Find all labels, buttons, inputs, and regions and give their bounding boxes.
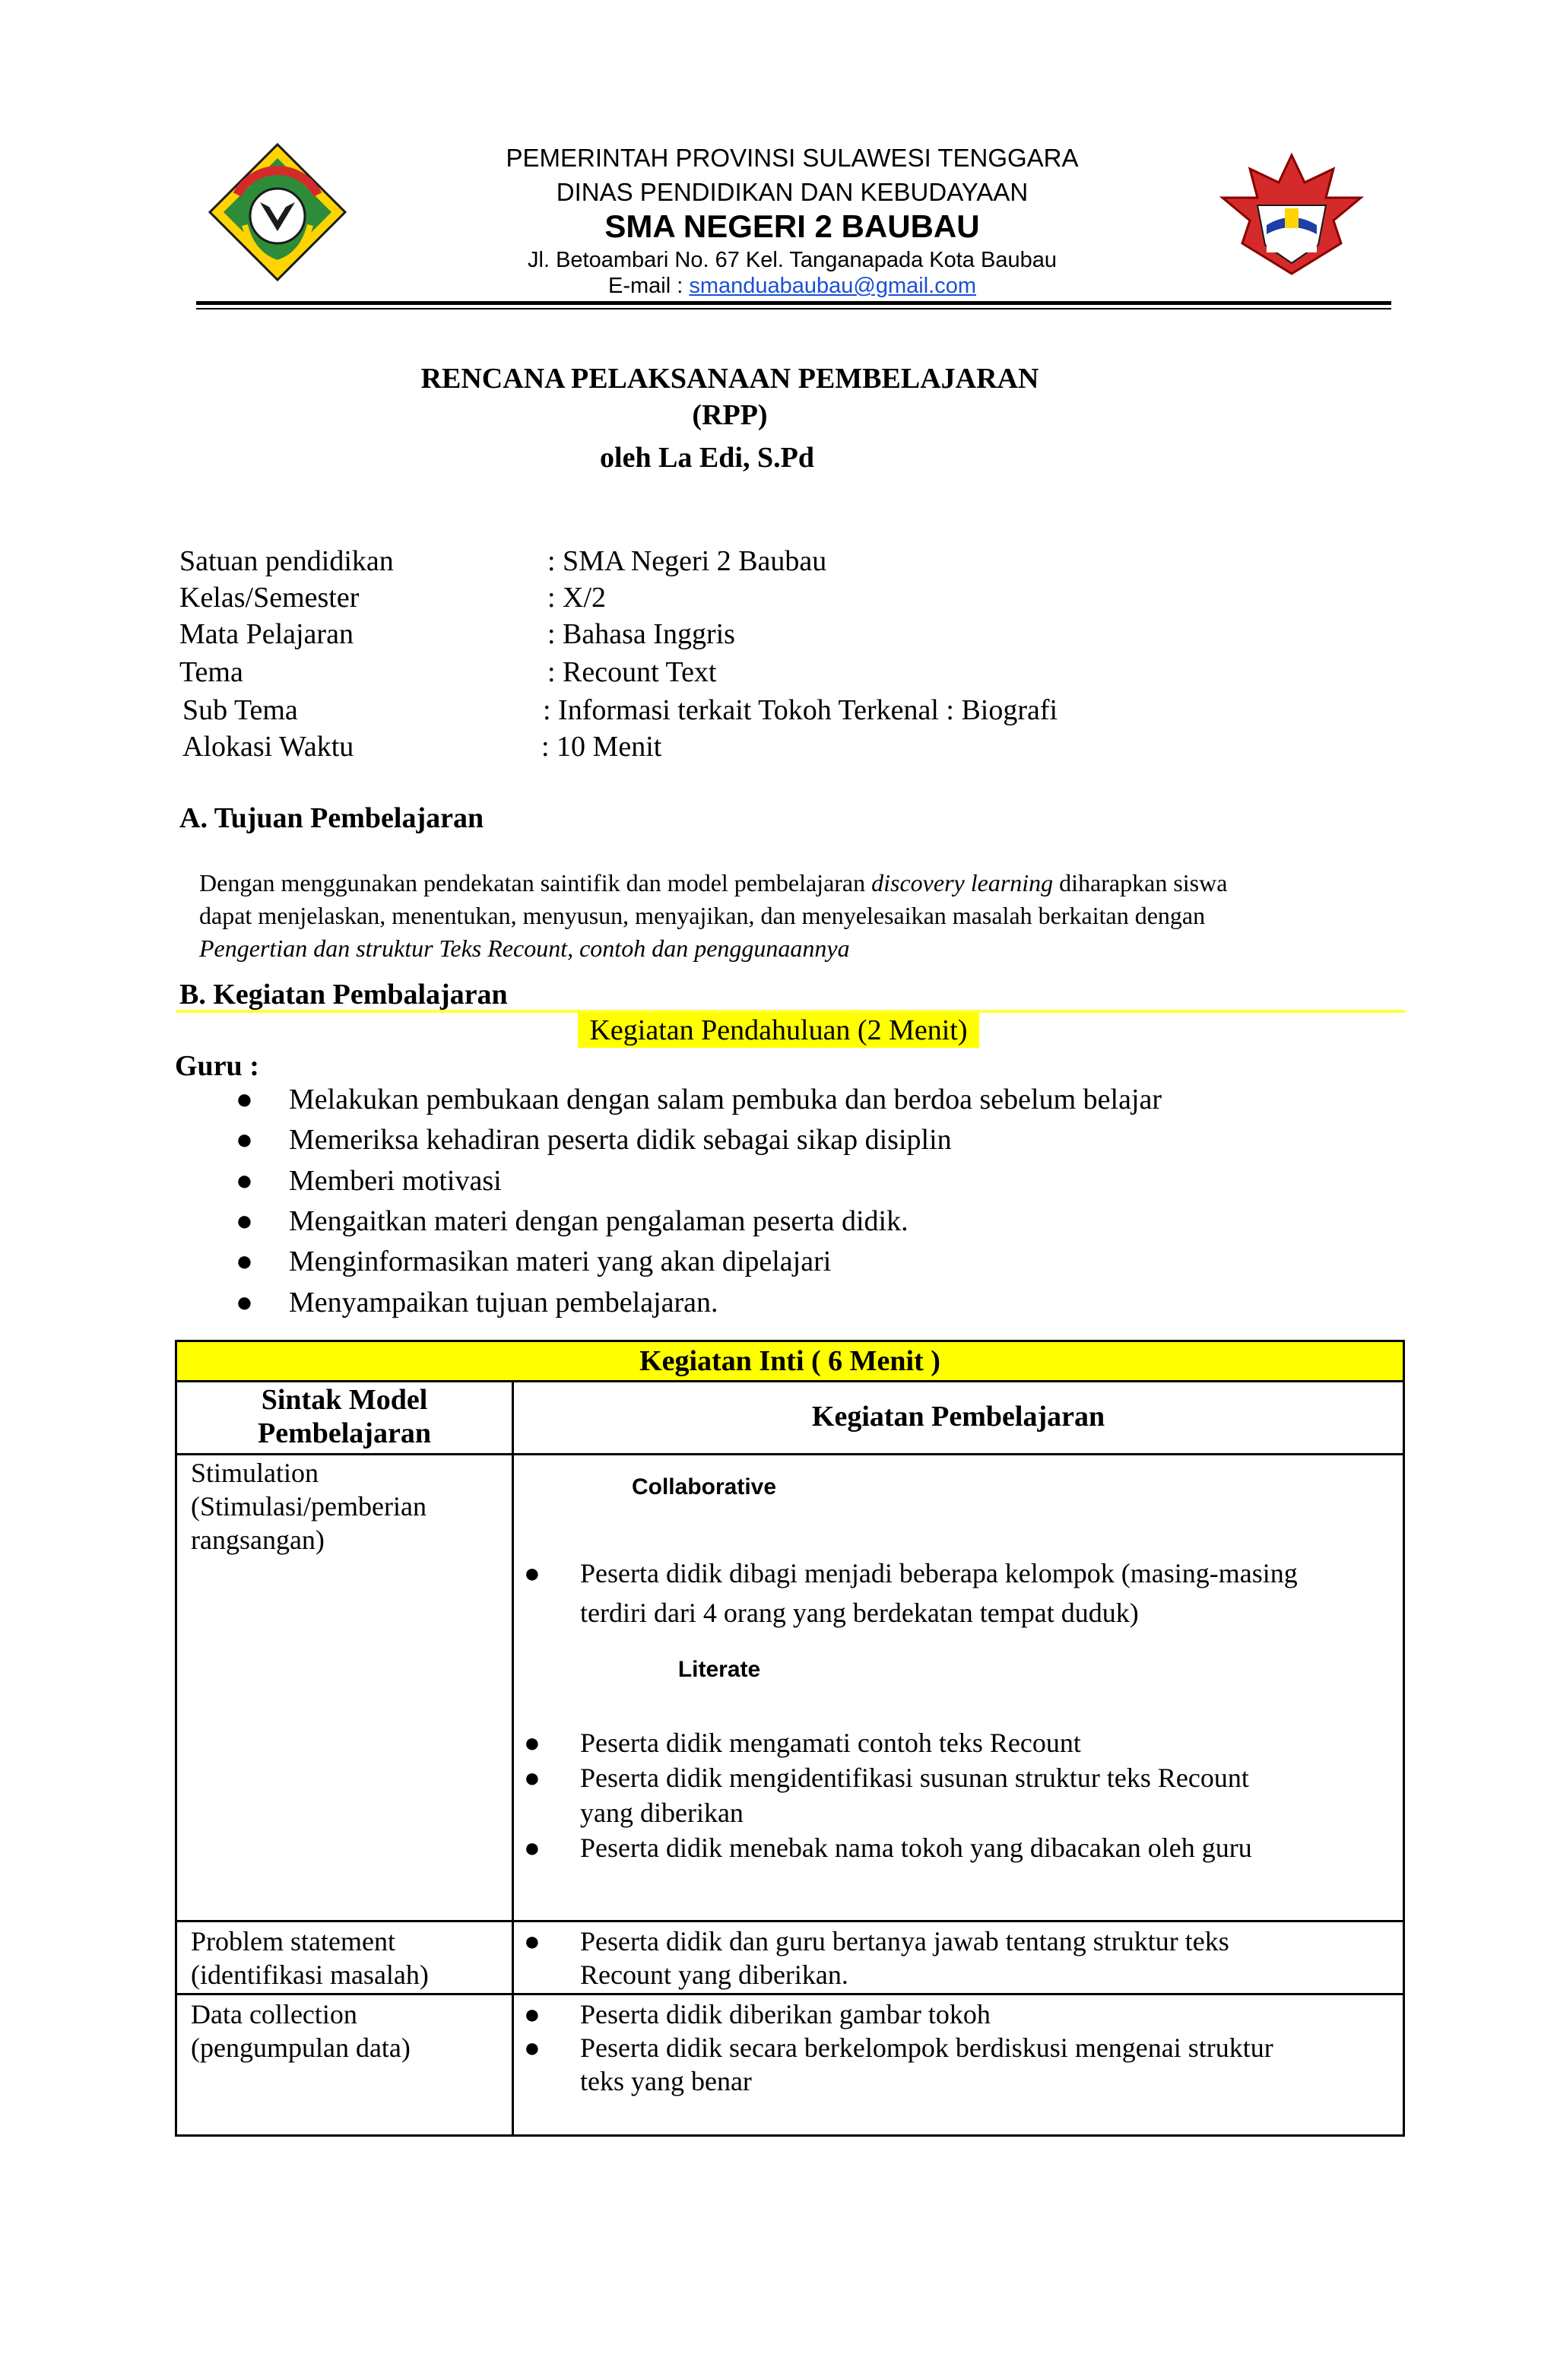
intro-bullet: [236, 1163, 502, 1199]
phase-data-collection: [191, 1998, 411, 2064]
objective-emphasis: discovery learning: [871, 869, 1054, 896]
header-divider-thick: [196, 301, 1391, 305]
activity-bullet: [524, 1725, 1391, 1760]
phase-line: (identifikasi masalah): [191, 1960, 429, 1990]
identity-label: Mata Pelajaran: [179, 618, 354, 650]
guru-label: Guru :: [175, 1050, 259, 1082]
bullet-icon: ●: [236, 1084, 253, 1115]
activity-text: terdiri dari 4 orang yang berdekatan tempat duduk): [580, 1598, 1139, 1628]
identity-value: : X/2: [547, 582, 607, 614]
objective-text: Dengan menggunakan pendekatan saintifik dan model pembelajaran: [199, 869, 872, 896]
activity-bullet: [524, 1998, 1391, 2031]
bullet-icon: ●: [524, 1833, 541, 1863]
intro-bullet: [236, 1243, 831, 1280]
bullet-icon: ●: [524, 1926, 541, 1956]
email-label: E-mail :: [608, 274, 690, 298]
bullet-icon: ●: [236, 1205, 253, 1237]
identity-label: Sub Tema: [182, 694, 298, 726]
intro-bullet-text: Menyampaikan tujuan pembelajaran.: [289, 1287, 718, 1319]
col-head-syntax-line: Pembelajaran: [258, 1417, 431, 1449]
row-divider: [177, 1920, 1403, 1922]
activity-bullet: [524, 1830, 1391, 1865]
table-title: Kegiatan Inti ( 6 Menit ): [639, 1345, 940, 1377]
identity-value: : SMA Negeri 2 Baubau: [547, 545, 827, 577]
row-divider: [177, 1993, 1403, 1995]
section-b-heading: B. Kegiatan Pembalajaran: [179, 979, 508, 1011]
header-school-name: SMA NEGERI 2 BAUBAU: [604, 208, 980, 244]
bullet-icon: ●: [524, 1763, 541, 1793]
intro-bullet: [236, 1284, 718, 1321]
bullet-icon: ●: [524, 1558, 541, 1588]
intro-bullet-text: Memeriksa kehadiran peserta didik sebagai sikap disiplin: [289, 1124, 952, 1156]
activity-text: Peserta didik mengamati contoh teks Recount: [580, 1728, 1081, 1758]
school-logo: [1219, 152, 1364, 277]
section-a-heading: A. Tujuan Pembelajaran: [179, 802, 484, 834]
header-address: Jl. Betoambari No. 67 Kel. Tanganapada Kota Baubau: [528, 248, 1057, 272]
phase-line: Data collection: [191, 1999, 357, 2029]
header-department: DINAS PENDIDIKAN DAN KEBUDAYAAN: [556, 178, 1029, 206]
identity-label: Satuan pendidikan: [179, 545, 394, 577]
core-activity-table: [175, 1340, 1405, 2137]
objective-line-3: Pengertian dan struktur Teks Recount, contoh dan penggunaannya: [199, 935, 850, 962]
identity-label: Tema: [179, 656, 243, 688]
activity-text: teks yang benar: [580, 2066, 752, 2096]
intro-bullet: [236, 1203, 909, 1239]
activity-text: yang diberikan: [580, 1798, 744, 1828]
doc-author: oleh La Edi, S.Pd: [600, 442, 814, 474]
intro-bullet-text: Melakukan pembukaan dengan salam pembuka dan berdoa sebelum belajar: [289, 1084, 1162, 1115]
phase-line: (pengumpulan data): [191, 2033, 411, 2063]
intro-bullet: [236, 1122, 952, 1158]
col-head-syntax: [177, 1383, 512, 1450]
header-government: PEMERINTAH PROVINSI SULAWESI TENGGARA: [506, 144, 1079, 172]
bullet-icon: ●: [236, 1246, 253, 1277]
phase-line: rangsangan): [191, 1525, 325, 1555]
province-logo: [207, 141, 348, 283]
activity-text: Peserta didik dibagi menjadi beberapa kelompok (masing-masing: [580, 1558, 1298, 1588]
identity-label: Alokasi Waktu: [182, 731, 354, 763]
activity-text: Peserta didik dan guru bertanya jawab tentang struktur teks: [580, 1926, 1229, 1956]
phase-stimulation: [191, 1456, 427, 1557]
activity-text: Peserta didik secara berkelompok berdiskusi mengenai struktur: [580, 2033, 1273, 2063]
activity-text: Recount yang diberikan.: [580, 1960, 848, 1990]
bullet-icon: ●: [236, 1287, 253, 1319]
identity-value: : Informasi terkait Tokoh Terkenal : Biografi: [543, 694, 1058, 726]
tag-literate: Literate: [677, 1657, 761, 1682]
intro-bullet-text: Mengaitkan materi dengan pengalaman peserta didik.: [289, 1205, 909, 1237]
row-divider: [177, 1380, 1403, 1382]
row-divider: [177, 1453, 1403, 1455]
header-email: [411, 272, 1174, 300]
intro-activity-title: Kegiatan Pendahuluan (2 Menit): [589, 1014, 968, 1046]
activity-bullet: [524, 2031, 1391, 2098]
objective-text: diharapkan siswa: [1053, 869, 1228, 896]
activity-text: Peserta didik mengidentifikasi susunan struktur teks Recount: [580, 1763, 1249, 1793]
tag-collaborative: Collaborative: [631, 1474, 777, 1499]
header-divider-thin: [196, 308, 1391, 309]
bullet-icon: ●: [524, 2033, 541, 2063]
activity-text: Peserta didik menebak nama tokoh yang dibacakan oleh guru: [580, 1833, 1252, 1863]
identity-value: : Recount Text: [547, 656, 717, 688]
col-head-syntax-line: Sintak Model: [261, 1384, 428, 1416]
bullet-icon: ●: [236, 1124, 253, 1156]
identity-label: Kelas/Semester: [179, 582, 360, 614]
bullet-icon: ●: [524, 1999, 541, 2029]
intro-bullet-text: Menginformasikan materi yang akan dipelajari: [289, 1246, 832, 1277]
intro-bullet-text: Memberi motivasi: [289, 1165, 502, 1197]
activity-bullet: [524, 1553, 1391, 1633]
doc-title: RENCANA PELAKSANAAN PEMBELAJARAN: [420, 363, 1039, 395]
activity-text: Peserta didik diberikan gambar tokoh: [580, 1999, 991, 2029]
objective-line-2: dapat menjelaskan, menentukan, menyusun, menyajikan, dan menyelesaikan masalah berkaitan dengan: [199, 902, 1206, 929]
phase-line: (Stimulasi/pemberian: [191, 1491, 427, 1522]
email-link[interactable]: smanduabaubau@gmail.com: [689, 274, 976, 298]
bullet-icon: ●: [236, 1165, 253, 1197]
col-head-activity: Kegiatan Pembelajaran: [811, 1401, 1105, 1433]
objective-line-1: [199, 867, 1393, 900]
doc-subtitle: (RPP): [692, 399, 768, 431]
activity-bullet: [524, 1925, 1391, 1991]
activity-bullet: [524, 1760, 1391, 1830]
identity-value: : Bahasa Inggris: [547, 618, 735, 650]
bullet-icon: ●: [524, 1728, 541, 1758]
identity-value: : 10 Menit: [541, 731, 662, 763]
intro-bullet: [236, 1081, 1162, 1118]
phase-problem-statement: [191, 1925, 429, 1991]
phase-line: Problem statement: [191, 1926, 395, 1956]
phase-line: Stimulation: [191, 1458, 319, 1488]
